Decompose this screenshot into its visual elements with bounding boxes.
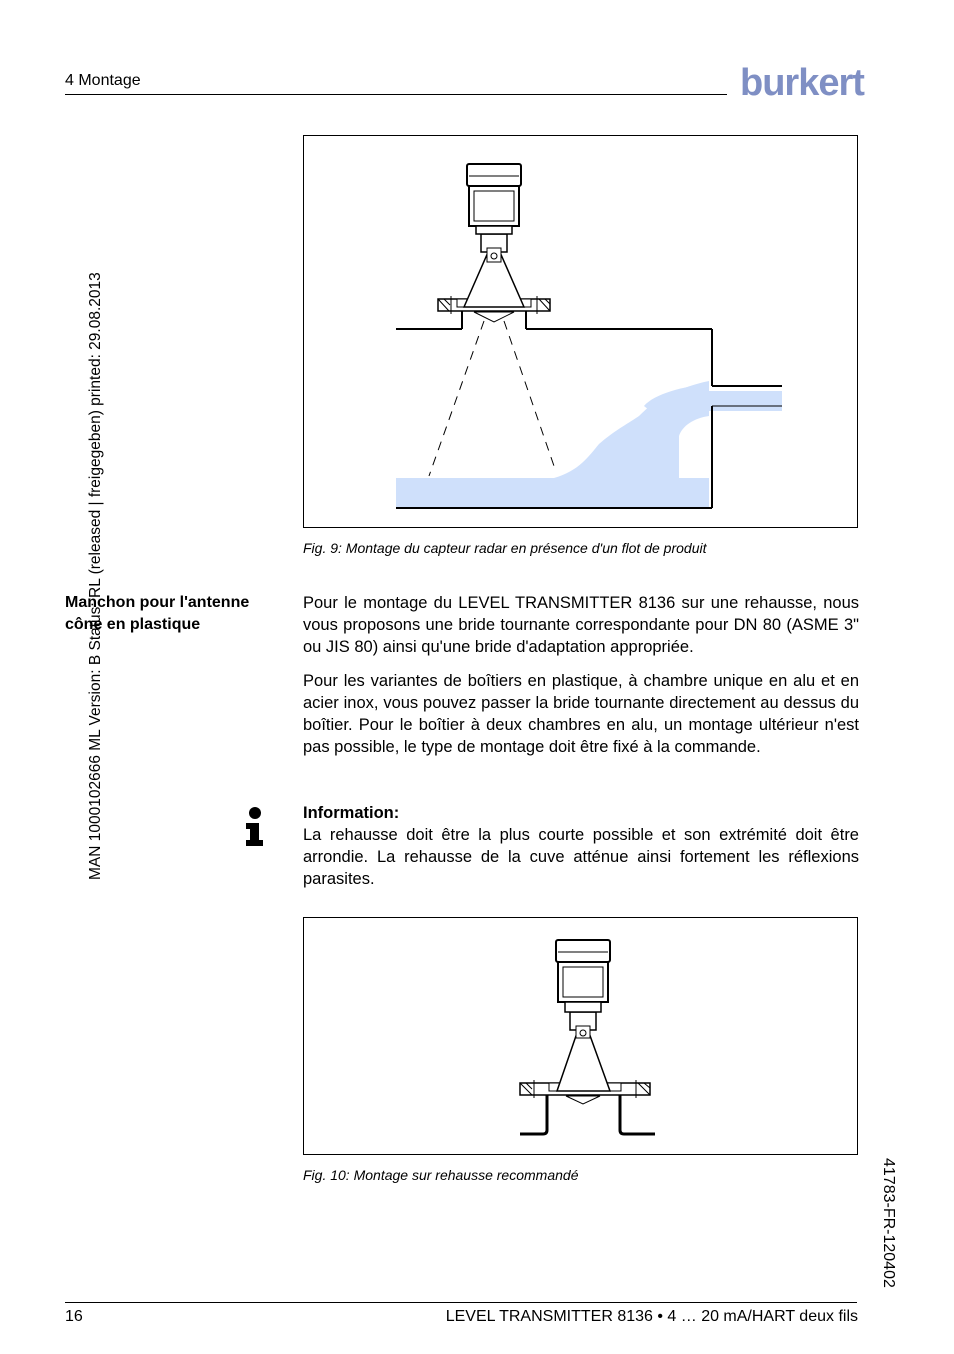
figure-10-caption: Fig. 10: Montage sur rehausse recommandé: [303, 1167, 579, 1183]
paragraph-1: Pour le montage du LEVEL TRANSMITTER 8136 sur une rehausse, nous vous proposons une bride tournante correspondante pour DN 80 (ASME 3" ou JIS 80) ainsi qu'une bride d'adaptation appropriée.: [303, 594, 859, 656]
header-divider: [65, 94, 727, 95]
logo-text: burkert: [740, 62, 864, 104]
figure-9: [303, 135, 858, 528]
paragraph-2: Pour les variantes de boîtiers en plastique, à chambre unique en alu et en acier inox, vous pouvez passer la bride tournante directement au dessus du boîtier. Pour le boîtier à deux chambres en alu, un montage ultérieur n'est pas possible, le type de montage doit être fixé à la commande.: [303, 672, 859, 756]
section-header: 4 Montage: [65, 72, 141, 89]
figure-10: [303, 917, 858, 1155]
info-title: Information:: [303, 804, 400, 822]
liquid-surface: [396, 478, 709, 508]
page-number: 16: [65, 1308, 83, 1325]
figure-9-caption: Fig. 9: Montage du capteur radar en présence d'un flot de produit: [303, 540, 707, 556]
info-block: [303, 802, 859, 890]
burkert-logo: [740, 62, 864, 105]
info-text: La rehausse doit être la plus courte possible et son extrémité doit être arrondie. La rehausse de la cuve atténue ainsi fortement les réflexions parasites.: [303, 826, 859, 888]
radar-sensor-with-product-flow-diagram: [304, 136, 857, 527]
document-code-vertical: 41783-FR-120402: [880, 1158, 897, 1288]
footer-divider: [65, 1302, 857, 1303]
nozzle-mounting-diagram: [304, 918, 857, 1154]
document-status-vertical: MAN 1000102666 ML Version: B Status: RL (released | freigegeben) printed: 29.08.2013: [87, 272, 104, 880]
footer-title: LEVEL TRANSMITTER 8136 • 4 … 20 mA/HART deux fils: [445, 1308, 858, 1325]
info-icon: [244, 806, 266, 848]
section-heading: Manchon pour l'antenne cône en plastique: [65, 594, 250, 633]
